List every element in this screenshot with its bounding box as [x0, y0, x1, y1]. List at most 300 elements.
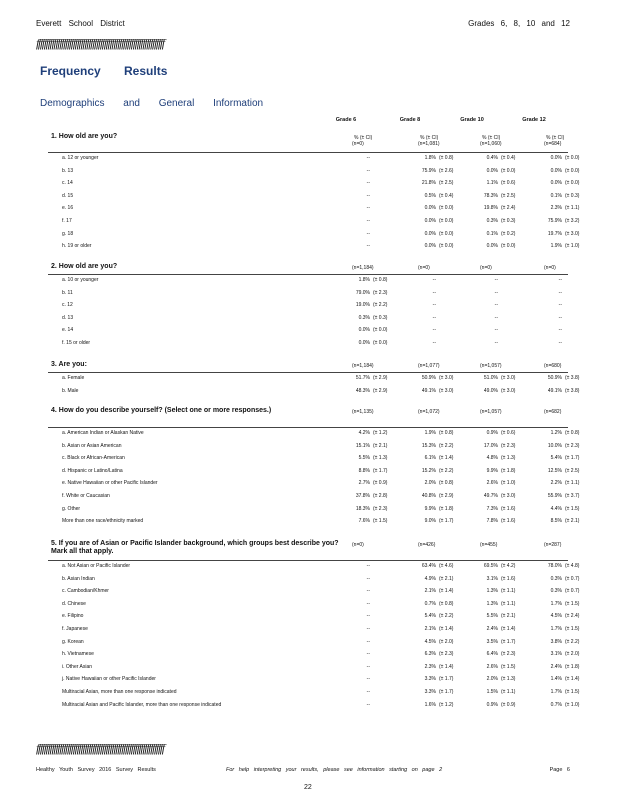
table-row	[48, 478, 580, 490]
sample-size: (n=287)	[544, 542, 562, 548]
percent-value: 51.7%	[355, 375, 370, 381]
percent-value: 50.9%	[547, 375, 562, 381]
value-cell	[540, 480, 584, 486]
percent-value: --	[366, 676, 370, 683]
sample-size: (n=684)	[544, 141, 562, 147]
value-cell	[476, 576, 520, 582]
value-cell	[476, 388, 520, 394]
confidence-interval: (± 2.3)	[501, 442, 516, 449]
percent-value: 2.4%	[486, 626, 498, 632]
confidence-interval: (± 1.6)	[501, 518, 516, 525]
value-cell	[540, 689, 584, 695]
confidence-interval: (± 0.0)	[439, 218, 454, 224]
table-row	[48, 386, 580, 398]
table-row	[48, 466, 580, 478]
percent-value: 0.0%	[358, 340, 370, 346]
percent-value: --	[366, 218, 370, 224]
footer-page-label: Page 6	[549, 767, 570, 773]
confidence-interval: (± 1.7)	[565, 455, 580, 462]
sample-size: (n=1,184)	[352, 265, 374, 271]
confidence-interval: (± 2.3)	[565, 442, 580, 449]
value-cell	[476, 302, 520, 308]
percent-value: 1.2%	[550, 430, 562, 436]
confidence-interval: (± 2.2)	[439, 467, 454, 474]
percent-value: 18.3%	[355, 505, 370, 512]
pct-ci-label: % (± CI)	[420, 135, 439, 141]
percent-value: 2.2%	[550, 480, 562, 487]
response-label: g. Other	[62, 505, 81, 512]
confidence-interval: (± 0.8)	[373, 277, 388, 283]
percent-value: 3.3%	[424, 676, 436, 683]
percent-value: 49.1%	[547, 387, 562, 394]
value-cell	[348, 205, 392, 211]
confidence-interval: (± 1.2)	[373, 430, 388, 436]
confidence-interval: (± 0.8)	[439, 480, 454, 487]
response-label: a. 10 or younger	[62, 277, 99, 283]
value-cell	[414, 702, 458, 708]
percent-value: 75.9%	[421, 167, 436, 174]
percent-value: 40.8%	[421, 493, 436, 499]
percent-value: 19.0%	[355, 302, 370, 309]
question-text: 3. Are you:	[51, 361, 87, 368]
confidence-interval: (± 4.6)	[439, 563, 454, 569]
confidence-interval: (± 0.4)	[501, 155, 516, 161]
value-cell	[476, 626, 520, 632]
percent-value: 0.0%	[424, 205, 436, 212]
value-cell	[540, 506, 584, 512]
percent-value: 5.5%	[486, 613, 498, 620]
value-cell	[348, 231, 392, 237]
value-cell	[348, 455, 392, 461]
percent-value: --	[432, 314, 436, 321]
value-cell	[348, 702, 392, 708]
percent-value: 37.8%	[355, 493, 370, 499]
value-cell	[414, 277, 458, 283]
sample-size: (n=1,057)	[480, 363, 502, 369]
confidence-interval: (± 3.8)	[565, 387, 580, 394]
value-cell	[348, 430, 392, 436]
confidence-interval: (± 1.1)	[565, 205, 580, 212]
confidence-interval: (± 1.3)	[501, 455, 516, 462]
confidence-interval: (± 0.0)	[439, 205, 454, 212]
table-row	[48, 453, 580, 465]
value-cell	[540, 180, 584, 186]
percent-value: 8.8%	[358, 467, 370, 474]
confidence-interval: (± 0.0)	[373, 340, 388, 346]
value-cell	[476, 430, 520, 436]
value-cell	[476, 155, 520, 161]
percent-value: 75.9%	[547, 218, 562, 224]
value-cell	[414, 468, 458, 474]
value-cell	[348, 576, 392, 582]
value-cell	[348, 340, 392, 346]
value-cell	[348, 613, 392, 619]
response-label: f. 15 or older	[62, 340, 91, 346]
percent-value: 1.7%	[550, 600, 562, 607]
value-cell	[540, 218, 584, 224]
table-row	[48, 700, 580, 712]
value-cell	[540, 626, 584, 632]
percent-value: 63.4%	[421, 563, 436, 569]
value-cell	[348, 315, 392, 321]
confidence-interval: (± 0.8)	[565, 430, 580, 436]
value-cell	[414, 689, 458, 695]
table-row	[48, 153, 580, 165]
confidence-interval: (± 2.2)	[439, 613, 454, 620]
percent-value: 51.0%	[483, 375, 498, 381]
response-label: f. White or Caucasian	[62, 493, 110, 499]
response-label: g. Korean	[62, 638, 84, 645]
percent-value: 1.8%	[424, 155, 436, 161]
percent-value: --	[366, 701, 370, 708]
table-row	[48, 574, 580, 586]
percent-value: 2.3%	[550, 205, 562, 212]
col-header-grade8: Grade 8	[399, 117, 421, 123]
percent-value: --	[366, 563, 370, 569]
table-row	[48, 373, 580, 385]
percent-value: --	[366, 243, 370, 250]
confidence-interval: (± 2.1)	[501, 613, 516, 620]
confidence-interval: (± 2.9)	[373, 387, 388, 394]
table-row	[48, 649, 580, 661]
response-label: j. Native Hawaiian or other Pacific Islander	[62, 676, 156, 683]
percent-value: 12.5%	[547, 467, 562, 474]
confidence-interval: (± 3.8)	[565, 375, 580, 381]
percent-value: --	[366, 575, 370, 582]
confidence-interval: (± 2.5)	[439, 180, 454, 187]
confidence-interval: (± 1.6)	[501, 505, 516, 512]
value-cell	[540, 601, 584, 607]
percent-value: --	[366, 638, 370, 645]
percent-value: 0.9%	[486, 430, 498, 436]
value-cell	[540, 243, 584, 249]
value-cell	[476, 290, 520, 296]
value-cell	[476, 231, 520, 237]
col-header-grade12: Grade 12	[522, 117, 546, 123]
response-label: a. Female	[62, 375, 85, 381]
confidence-interval: (± 1.8)	[565, 663, 580, 670]
sample-size: (n=0)	[544, 265, 556, 271]
confidence-interval: (± 1.4)	[501, 626, 516, 632]
confidence-interval: (± 1.7)	[373, 467, 388, 474]
confidence-interval: (± 0.3)	[501, 218, 516, 224]
table-row	[48, 275, 568, 287]
percent-value: 0.3%	[486, 218, 498, 224]
percent-value: --	[558, 340, 562, 346]
table-row	[48, 491, 580, 503]
value-cell	[540, 639, 584, 645]
percent-value: 1.7%	[550, 626, 562, 632]
percent-value: 4.9%	[424, 575, 436, 582]
confidence-interval: (± 2.8)	[373, 493, 388, 499]
value-cell	[348, 639, 392, 645]
pct-ci-label: % (± CI)	[546, 135, 565, 141]
percent-value: --	[558, 289, 562, 296]
value-cell	[476, 443, 520, 449]
value-cell	[540, 576, 584, 582]
percent-value: 17.0%	[483, 442, 498, 449]
percent-value: 1.9%	[550, 243, 562, 250]
confidence-interval: (± 1.1)	[565, 480, 580, 487]
percent-value: 0.7%	[550, 701, 562, 708]
value-cell	[476, 205, 520, 211]
percent-value: 10.0%	[547, 442, 562, 449]
confidence-interval: (± 3.0)	[501, 493, 516, 499]
value-cell	[540, 302, 584, 308]
confidence-interval: (± 0.2)	[501, 230, 516, 237]
confidence-interval: (± 1.7)	[439, 518, 454, 525]
value-cell	[414, 639, 458, 645]
confidence-interval: (± 1.1)	[501, 689, 516, 695]
sample-size: (n=1,184)	[352, 363, 374, 369]
question-text: 1. How old are you?	[51, 133, 118, 140]
percent-value: --	[558, 302, 562, 309]
decorative-rule-bottom: ffffffffffffffffffffffffffffffffffffffffffffffffffffffffffffffffff	[36, 741, 164, 755]
confidence-interval: (± 2.6)	[439, 167, 454, 174]
value-cell	[476, 180, 520, 186]
percent-value: --	[366, 600, 370, 607]
response-label: h. Vietnamese	[62, 651, 94, 658]
percent-value: 4.2%	[358, 430, 370, 436]
confidence-interval: (± 2.0)	[565, 651, 580, 658]
percent-value: 4.5%	[550, 613, 562, 620]
value-cell	[540, 430, 584, 436]
section-title: Demographics and General Information	[40, 98, 264, 109]
value-cell	[414, 168, 458, 174]
confidence-interval: (± 2.3)	[501, 651, 516, 658]
percent-value: 49.7%	[483, 493, 498, 499]
value-cell	[348, 506, 392, 512]
confidence-interval: (± 3.2)	[565, 218, 580, 224]
value-cell	[348, 388, 392, 394]
sample-size: (n=0)	[352, 141, 364, 147]
confidence-interval: (± 2.1)	[373, 442, 388, 449]
confidence-interval: (± 3.0)	[501, 375, 516, 381]
percent-value: 1.9%	[424, 430, 436, 436]
confidence-interval: (± 2.3)	[373, 505, 388, 512]
table-row	[48, 662, 580, 674]
percent-value: 0.0%	[424, 218, 436, 224]
percent-value: --	[366, 192, 370, 199]
response-label: e. Native Hawaiian or other Pacific Islander	[62, 480, 158, 487]
sample-size: (n=0)	[352, 542, 364, 548]
confidence-interval: (± 0.0)	[501, 243, 516, 250]
value-cell	[414, 231, 458, 237]
value-cell	[414, 205, 458, 211]
table-row	[48, 191, 580, 203]
table-row	[48, 216, 580, 228]
percent-value: 0.3%	[358, 314, 370, 321]
value-cell	[414, 601, 458, 607]
value-cell	[476, 651, 520, 657]
confidence-interval: (± 1.6)	[501, 575, 516, 582]
value-cell	[540, 290, 584, 296]
table-row	[48, 288, 568, 300]
percent-value: 2.7%	[358, 480, 370, 487]
table-row	[48, 313, 568, 325]
sample-size: (n=1,072)	[418, 409, 440, 415]
confidence-interval: (± 0.6)	[501, 430, 516, 436]
confidence-interval: (± 1.7)	[439, 676, 454, 683]
value-cell	[476, 340, 520, 346]
response-label: a. 12 or younger	[62, 155, 99, 161]
percent-value: 49.1%	[421, 387, 436, 394]
percent-value: 0.1%	[486, 230, 498, 237]
value-cell	[540, 676, 584, 682]
value-cell	[476, 601, 520, 607]
value-cell	[414, 613, 458, 619]
value-cell	[348, 375, 392, 381]
value-cell	[540, 651, 584, 657]
confidence-interval: (± 0.0)	[439, 243, 454, 250]
confidence-interval: (± 0.8)	[439, 600, 454, 607]
percent-value: 7.3%	[486, 505, 498, 512]
response-label: c. 14	[62, 180, 73, 187]
percent-value: 49.0%	[483, 387, 498, 394]
confidence-interval: (± 1.4)	[439, 455, 454, 462]
percent-value: 3.5%	[486, 638, 498, 645]
value-cell	[414, 443, 458, 449]
confidence-interval: (± 0.8)	[439, 430, 454, 436]
value-cell	[540, 563, 584, 569]
confidence-interval: (± 0.4)	[439, 192, 454, 199]
confidence-interval: (± 1.3)	[501, 676, 516, 683]
confidence-interval: (± 1.5)	[565, 689, 580, 695]
percent-value: 8.5%	[550, 518, 562, 525]
value-cell	[348, 180, 392, 186]
value-cell	[348, 302, 392, 308]
percent-value: 1.6%	[424, 701, 436, 708]
percent-value: 2.6%	[486, 663, 498, 670]
value-cell	[540, 443, 584, 449]
response-label: b. Asian or Asian American	[62, 442, 122, 449]
value-cell	[540, 168, 584, 174]
value-cell	[476, 518, 520, 524]
percent-value: 2.6%	[486, 480, 498, 487]
table-row	[48, 428, 580, 440]
table-row	[48, 203, 580, 215]
confidence-interval: (± 0.7)	[565, 575, 580, 582]
value-cell	[476, 218, 520, 224]
value-cell	[348, 480, 392, 486]
response-label: Multiracial Asian and Pacific Islander, more than one response indicated	[62, 701, 222, 708]
confidence-interval: (± 0.8)	[439, 155, 454, 161]
response-label: e. 16	[62, 205, 74, 212]
table-row	[48, 300, 568, 312]
percent-value: 9.0%	[424, 518, 436, 525]
percent-value: --	[366, 651, 370, 658]
value-cell	[540, 205, 584, 211]
percent-value: --	[432, 289, 436, 296]
value-cell	[414, 563, 458, 569]
percent-value: 5.5%	[358, 455, 370, 462]
value-cell	[348, 290, 392, 296]
sample-size: (n=1,077)	[418, 363, 440, 369]
value-cell	[476, 676, 520, 682]
table-row	[48, 637, 580, 649]
value-cell	[414, 327, 458, 333]
value-cell	[540, 613, 584, 619]
confidence-interval: (± 0.3)	[373, 314, 388, 321]
confidence-interval: (± 0.0)	[565, 155, 580, 161]
confidence-interval: (± 1.1)	[501, 588, 516, 595]
percent-value: 1.3%	[486, 588, 498, 595]
percent-value: 19.8%	[483, 205, 498, 212]
confidence-interval: (± 0.0)	[565, 167, 580, 174]
value-cell	[414, 626, 458, 632]
percent-value: --	[366, 167, 370, 174]
value-cell	[348, 277, 392, 283]
percent-value: --	[366, 230, 370, 237]
sample-size: (n=1,057)	[480, 409, 502, 415]
question-text: 4. How do you describe yourself? (Select one or more responses.)	[51, 407, 272, 414]
percent-value: 0.0%	[486, 243, 498, 250]
value-cell	[540, 455, 584, 461]
confidence-interval: (± 2.1)	[439, 575, 454, 582]
percent-value: 2.1%	[424, 588, 436, 595]
confidence-interval: (± 1.4)	[439, 626, 454, 632]
value-cell	[540, 155, 584, 161]
confidence-interval: (± 1.4)	[439, 588, 454, 595]
percent-value: 79.0%	[355, 289, 370, 296]
confidence-interval: (± 1.2)	[439, 701, 454, 708]
confidence-interval: (± 1.0)	[565, 701, 580, 708]
response-label: c. Cambodian/Khmer	[62, 588, 109, 595]
percent-value: --	[494, 277, 498, 283]
value-cell	[540, 327, 584, 333]
percent-value: --	[558, 314, 562, 321]
value-cell	[414, 588, 458, 594]
table-row	[48, 241, 580, 253]
confidence-interval: (± 2.4)	[501, 205, 516, 212]
response-label: f. 17	[62, 218, 72, 224]
value-cell	[540, 231, 584, 237]
percent-value: 2.3%	[424, 663, 436, 670]
table-row	[48, 624, 580, 636]
value-cell	[540, 468, 584, 474]
percent-value: 21.8%	[421, 180, 436, 187]
table-row	[48, 516, 580, 528]
response-label: c. 12	[62, 302, 73, 309]
value-cell	[476, 613, 520, 619]
percent-value: 4.8%	[486, 455, 498, 462]
response-label: b. 13	[62, 167, 74, 174]
value-cell	[414, 302, 458, 308]
response-label: a. American Indian or Alaskan Native	[62, 430, 144, 436]
response-label: d. 13	[62, 314, 74, 321]
footer-survey-name: Healthy Youth Survey 2016 Survey Results	[36, 767, 156, 773]
percent-value: 19.7%	[547, 230, 562, 237]
response-label: e. 14	[62, 327, 74, 334]
percent-value: 0.0%	[550, 167, 562, 174]
confidence-interval: (± 2.2)	[373, 302, 388, 309]
value-cell	[348, 588, 392, 594]
confidence-interval: (± 0.0)	[501, 167, 516, 174]
confidence-interval: (± 1.8)	[501, 467, 516, 474]
table-row	[48, 178, 580, 190]
value-cell	[348, 651, 392, 657]
percent-value: 1.4%	[550, 676, 562, 683]
confidence-interval: (± 0.0)	[439, 230, 454, 237]
value-cell	[476, 375, 520, 381]
confidence-interval: (± 1.5)	[373, 518, 388, 525]
value-cell	[476, 506, 520, 512]
table-row	[48, 611, 580, 623]
confidence-interval: (± 1.5)	[565, 600, 580, 607]
table-row	[48, 338, 568, 350]
percent-value: 0.5%	[424, 192, 436, 199]
value-cell	[348, 493, 392, 499]
